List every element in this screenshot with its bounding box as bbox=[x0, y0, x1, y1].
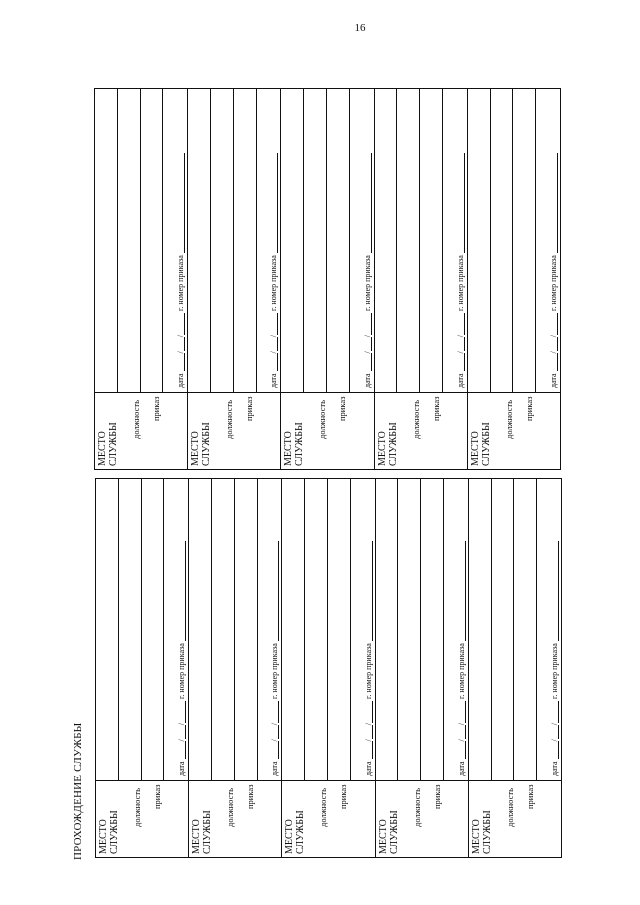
place-field[interactable] bbox=[305, 479, 328, 780]
order-number-label: г. номер приказа bbox=[363, 643, 373, 699]
service-record bbox=[95, 89, 188, 469]
place-label: МЕСТО СЛУЖБЫ bbox=[284, 810, 307, 854]
position-label: должность bbox=[318, 788, 329, 827]
order-field[interactable]: дата / / г. номер приказа bbox=[350, 89, 374, 392]
place-field[interactable] bbox=[95, 89, 118, 392]
order-number-label: г. номер приказа bbox=[362, 255, 372, 311]
order-number-label: г. номер приказа bbox=[270, 643, 280, 699]
order-label: приказ bbox=[430, 396, 441, 421]
order-number-label: г. номер приказа bbox=[549, 255, 558, 311]
order-label: приказ bbox=[523, 396, 534, 421]
place-label: МЕСТО СЛУЖБЫ bbox=[97, 422, 119, 466]
position-label: должность bbox=[411, 788, 422, 827]
position-label: должность bbox=[503, 400, 514, 439]
place-field[interactable] bbox=[492, 479, 515, 780]
order-label: приказ bbox=[431, 784, 442, 809]
place-field[interactable] bbox=[211, 89, 234, 392]
order-label: приказ bbox=[244, 396, 255, 421]
position-field[interactable] bbox=[421, 479, 444, 780]
section-title: ПРОХОЖДЕНИЕ СЛУЖБЫ bbox=[72, 722, 84, 860]
service-form-right bbox=[94, 88, 561, 470]
place-field[interactable] bbox=[375, 89, 398, 392]
position-field[interactable] bbox=[514, 479, 537, 780]
position-field[interactable] bbox=[234, 89, 257, 392]
place-field[interactable] bbox=[212, 479, 235, 780]
order-number-label: г. номер приказа bbox=[269, 255, 279, 311]
place-label: МЕСТО СЛУЖБЫ bbox=[470, 810, 493, 854]
place-label: МЕСТО СЛУЖБЫ bbox=[191, 810, 214, 854]
place-field[interactable] bbox=[398, 479, 421, 780]
order-label: приказ bbox=[245, 784, 256, 809]
place-field[interactable] bbox=[189, 479, 212, 780]
position-field[interactable] bbox=[420, 89, 443, 392]
service-record bbox=[469, 479, 561, 857]
service-record bbox=[468, 89, 560, 469]
position-field[interactable] bbox=[513, 89, 536, 392]
order-number-label: г. номер приказа bbox=[550, 643, 559, 699]
place-field[interactable] bbox=[96, 479, 119, 780]
place-label: МЕСТО СЛУЖБЫ bbox=[376, 422, 399, 466]
date-label: дата bbox=[549, 373, 558, 388]
position-field[interactable] bbox=[327, 89, 350, 392]
position-field[interactable] bbox=[142, 479, 165, 780]
date-label: дата bbox=[456, 761, 466, 776]
date-label: дата bbox=[269, 373, 279, 388]
order-field[interactable]: дата / / г. номер приказа bbox=[351, 479, 375, 780]
date-label: дата bbox=[363, 761, 373, 776]
place-field[interactable] bbox=[118, 89, 141, 392]
position-field[interactable] bbox=[141, 89, 164, 392]
service-form-left bbox=[95, 478, 562, 858]
place-field[interactable] bbox=[376, 479, 399, 780]
place-field[interactable] bbox=[281, 89, 304, 392]
place-field[interactable] bbox=[188, 89, 211, 392]
order-number-label: г. номер приказа bbox=[455, 255, 465, 311]
order-field[interactable]: дата / / г. номер приказа bbox=[258, 479, 282, 780]
service-record bbox=[282, 479, 375, 857]
order-field[interactable]: дата / / г. номер приказа bbox=[444, 479, 468, 780]
position-label: должность bbox=[225, 788, 236, 827]
place-field[interactable] bbox=[491, 89, 514, 392]
date-label: дата bbox=[455, 373, 465, 388]
position-label: должность bbox=[131, 400, 141, 439]
service-record bbox=[188, 89, 281, 469]
page-number: 16 bbox=[354, 22, 366, 34]
service-record bbox=[96, 479, 189, 857]
order-label: приказ bbox=[524, 784, 535, 809]
place-label: МЕСТО СЛУЖБЫ bbox=[377, 810, 400, 854]
date-label: дата bbox=[362, 373, 372, 388]
date-label: дата bbox=[550, 761, 559, 776]
date-label: дата bbox=[177, 761, 187, 776]
position-label: должность bbox=[504, 788, 515, 827]
order-label: приказ bbox=[151, 396, 161, 421]
date-label: дата bbox=[270, 761, 280, 776]
order-number-label: г. номер приказа bbox=[177, 643, 187, 699]
place-label: МЕСТО СЛУЖБЫ bbox=[190, 422, 213, 466]
position-label: должность bbox=[132, 788, 142, 827]
place-field[interactable] bbox=[468, 89, 491, 392]
service-record bbox=[375, 89, 468, 469]
place-field[interactable] bbox=[119, 479, 142, 780]
place-label: МЕСТО СЛУЖБЫ bbox=[283, 422, 306, 466]
order-field[interactable]: дата / / г. номер приказа bbox=[257, 89, 281, 392]
place-label: МЕСТО СЛУЖБЫ bbox=[469, 422, 492, 466]
order-label: приказ bbox=[152, 784, 162, 809]
order-field[interactable]: дата / / г. номер приказа bbox=[537, 479, 561, 780]
position-field[interactable] bbox=[235, 479, 258, 780]
place-label: МЕСТО СЛУЖБЫ bbox=[98, 810, 120, 854]
place-field[interactable] bbox=[304, 89, 327, 392]
order-label: приказ bbox=[337, 396, 348, 421]
date-label: дата bbox=[176, 373, 186, 388]
order-number-label: г. номер приказа bbox=[176, 255, 186, 311]
order-field[interactable]: дата / / г. номер приказа bbox=[164, 479, 188, 780]
position-label: должность bbox=[224, 400, 235, 439]
place-field[interactable] bbox=[469, 479, 492, 780]
order-field[interactable]: дата / / г. номер приказа bbox=[163, 89, 187, 392]
service-record bbox=[281, 89, 374, 469]
position-label: должность bbox=[317, 400, 328, 439]
place-field[interactable] bbox=[282, 479, 305, 780]
order-number-label: г. номер приказа bbox=[456, 643, 466, 699]
service-record bbox=[189, 479, 282, 857]
position-label: должность bbox=[410, 400, 421, 439]
service-record bbox=[376, 479, 469, 857]
order-field[interactable]: дата / / г. номер приказа bbox=[536, 89, 560, 392]
order-field[interactable]: дата / / г. номер приказа bbox=[443, 89, 467, 392]
place-field[interactable] bbox=[397, 89, 420, 392]
position-field[interactable] bbox=[328, 479, 351, 780]
order-label: приказ bbox=[338, 784, 349, 809]
